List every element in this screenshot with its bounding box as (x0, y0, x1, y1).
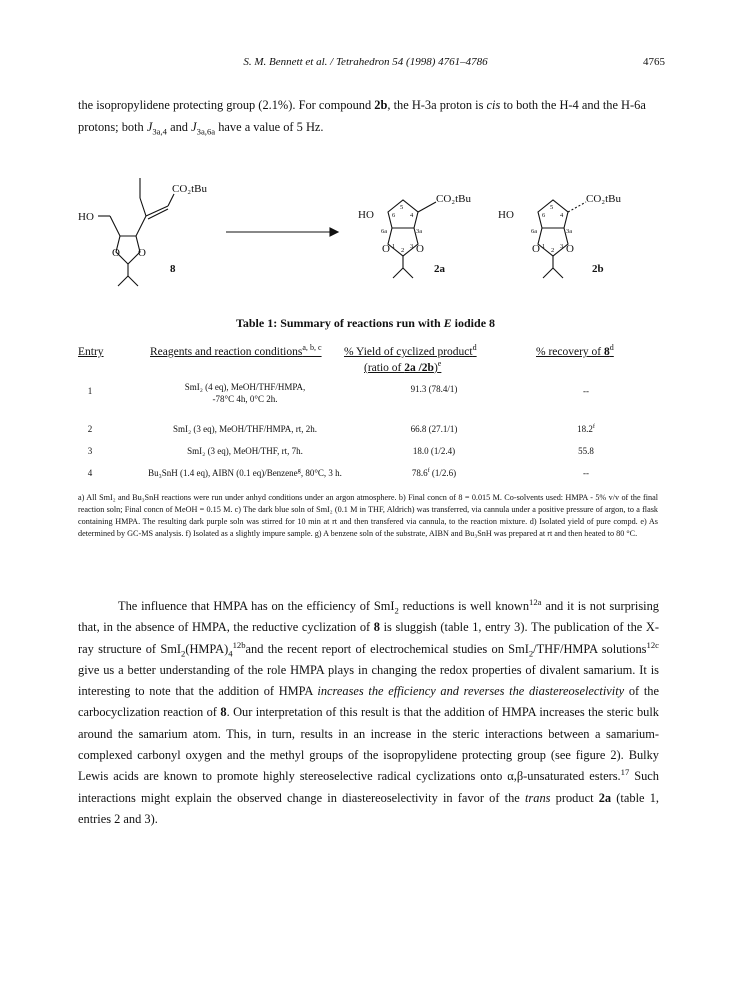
header-reagents-text: Reagents and reaction conditions (150, 346, 303, 358)
body-text: . Our interpretation of this result is that the addition of HMPA increases the steric bulk around the samarium atom. This, in turn, results in an increase in the steric interactions between a samarium-complexed carbonyl oxygen and the methyl groups of the isopropylidene protecting group (see figure 2). Bulky Lewis acids are known to promote highly stereoselective radical cyclizations onto α,β-unsaturated esters. (78, 705, 659, 784)
body-text: /THF/HMPA solutions (533, 641, 647, 656)
cell-conditions (126, 468, 364, 478)
ho-label: HO (498, 209, 514, 221)
cell-conditions: SmI₂ (4 eq), MeOH/THF/HMPA, (184, 382, 306, 392)
cell-yield-ratio: (1/2.6) (429, 468, 457, 478)
footnote-marker: g (297, 467, 301, 474)
subscript: 2 (180, 648, 186, 659)
compound-ref: 2b (374, 98, 388, 112)
cell-entry: 1 (87, 386, 93, 396)
coupling-subscript: 3a,6a (196, 126, 216, 137)
intro-text: to both the H-4 and the H-6a protons; both (78, 98, 646, 134)
cell-yield: 66.8 (27.1/1) (410, 424, 458, 434)
oxygen-label: O (532, 243, 540, 255)
intro-text: have a value of 5 Hz. (215, 120, 324, 134)
oxygen-label: O (138, 247, 146, 259)
intro-paragraph (78, 94, 658, 138)
ring-number: 3 (410, 243, 414, 250)
body-text: and the recent report of electrochemical studies on SmI (245, 641, 529, 656)
body-text: The influence that HMPA has on the efficiency of SmI (118, 599, 395, 613)
footnote-marker: e (437, 359, 442, 369)
ring-number: 6 (392, 212, 396, 219)
cell-recovery: -- (583, 468, 589, 478)
body-text: Such interactions might explain the observed change in diastereoselectivity in favor of the (78, 769, 659, 805)
cell-recovery: 55.8 (578, 446, 594, 456)
ring-number: 6a (381, 228, 388, 235)
oxygen-label: O (416, 243, 424, 255)
body-text: give us a better understanding of the role HMPA plays in changing the redox properties of divalent samarium. It is interesting to note that the addition of HMPA (78, 662, 659, 699)
header-ratio-bold: 2a /2b (404, 362, 434, 374)
subscript: 2 (394, 605, 399, 616)
header-ratio-text: ) (433, 362, 438, 374)
cell-yield-value: 78.6 (411, 468, 428, 478)
table-title-text: iodide 8 (451, 316, 496, 330)
ring-number: 5 (400, 204, 404, 211)
footnote-marker: d (472, 343, 477, 353)
cell-yield: 18.0 (1/2.4) (412, 446, 456, 456)
intro-text: the isopropylidene protecting group (2.1%). For compound (78, 98, 375, 112)
reference-marker: 12b (232, 639, 246, 650)
cell-entry: 3 (87, 446, 93, 456)
subscript: 4 (228, 648, 233, 659)
reference-marker: 12a (529, 596, 542, 607)
compound-ref: 8 (220, 705, 227, 720)
compound-label-8: 8 (170, 263, 176, 275)
ring-number: 3a (566, 228, 573, 235)
cell-conditions-text: Bu₃SnH (1.4 eq), AIBN (0.1 eq)/Benzene (148, 468, 298, 478)
oxygen-label: O (382, 243, 390, 255)
header-ratio-text: (ratio of (364, 362, 405, 374)
cell-conditions-text: , 80°C, 3 h. (300, 468, 342, 478)
ring-number: 2 (401, 247, 405, 254)
body-text: (HMPA) (185, 641, 229, 656)
reaction-scheme-drawing (78, 172, 658, 302)
body-text: product (550, 790, 599, 805)
footnote-marker: f (427, 467, 430, 474)
header-recovery-bold: 8 (604, 346, 610, 358)
footnote-marker: a, b, c (302, 343, 322, 353)
ring-number: 4 (410, 212, 414, 219)
compound-ref: 8 (373, 620, 380, 635)
cell-yield: 91.3 (78.4/1) (410, 384, 458, 394)
reaction-scheme (78, 172, 658, 302)
ester-label: CO₂tBu (172, 183, 208, 195)
body-text: of the carbocyclization reaction of (78, 684, 659, 720)
body-emphasis: increases the efficiency and reverses the diastereoselectivity (317, 684, 625, 699)
intro-text: and (167, 120, 192, 134)
ring-number: 2 (551, 247, 555, 254)
table-title-italic: E (443, 316, 452, 330)
ring-number: 6 (542, 212, 546, 219)
body-text: and it is not surprising that, in the absence of HMPA, the reductive cyclization of (78, 599, 659, 635)
ring-number: 6a (531, 228, 538, 235)
cell-recovery: -- (583, 386, 589, 396)
table-title-text: Table 1: Summary of reactions run with (235, 316, 444, 330)
cell-conditions-2: -78°C 4h, 0°C 2h. (212, 394, 278, 404)
header-recovery-text: % recovery of (536, 346, 605, 358)
header-yield-text: % Yield of cyclized product (344, 346, 473, 358)
ester-label: CO₂tBu (586, 193, 622, 205)
body-emphasis: trans (524, 790, 551, 805)
header-citation: S. M. Bennett et al. / Tetrahedron 54 (1998) 4761–4786 (243, 56, 488, 68)
footnote-marker: d (609, 343, 614, 353)
intro-text: , the H-3a proton is (387, 98, 487, 112)
cell-yield (364, 468, 504, 478)
coupling-constant: J (191, 120, 197, 134)
ester-label: CO₂tBu (436, 193, 472, 205)
compound-label-2b: 2b (592, 263, 604, 275)
body-text: reductions is well known (398, 599, 530, 613)
table-footnotes: a) All SmI₂ and Bu₃SnH reactions were run under anhyd conditions under an argon atmosphere. b) Final concn of 8 = 0.015 M. Co-solvents used: HMPA - 5% v/v of the final reaction soln; Final concn of MeOH = 0.15 M. c) The dark blue soln of SmI₂ (0.1 M in THF, Aldrich) was transferred, via cannula under a positive pressure of argon, to a flask containing HMPA. The resulting dark purple soln was stirred for 10 min at rt and then transfered via cannula, to the reaction mixture. d) Isolated yield of pure compd. e) As determined by GC-MS analysis. f) Isolated as a slightly impure sample. g) A benzene soln of the substrate, AIBN and Bu₃SnH was prepared at rt and then heated to 80 °C. (78, 493, 658, 538)
cell-entry: 4 (87, 468, 93, 478)
cell-conditions: SmI₂ (3 eq), MeOH/THF/HMPA, rt, 2h. (172, 424, 318, 434)
coupling-constant: J (146, 120, 153, 134)
cell-conditions: SmI₂ (3 eq), MeOH/THF, rt, 7h. (187, 446, 303, 456)
coupling-subscript: 3a,4 (152, 126, 168, 137)
compound-ref: 2a (598, 790, 612, 805)
ho-label: HO (358, 209, 374, 221)
reference-marker: 17 (620, 767, 630, 778)
subscript: 2 (528, 648, 534, 659)
ring-number: 3a (416, 228, 423, 235)
cell-entry: 2 (87, 424, 93, 434)
ring-number: 1 (392, 243, 396, 250)
ring-number: 4 (560, 212, 564, 219)
header-entry: Entry (78, 346, 104, 358)
ho-label: HO (78, 211, 94, 223)
body-paragraph (78, 596, 659, 830)
ring-number: 1 (542, 243, 546, 250)
intro-italic: cis (486, 98, 501, 112)
ring-number: 3 (560, 243, 564, 250)
header-yield-ratio (364, 359, 442, 374)
footnote-marker: f (592, 423, 595, 430)
oxygen-label: O (112, 247, 120, 259)
body-text: is sluggish (table 1, entry 3). The publication of the X-ray structure of SmI (78, 620, 659, 656)
compound-label-2a: 2a (434, 263, 445, 275)
cell-recovery-value: 18.2 (577, 424, 593, 434)
header-reagents (150, 343, 322, 358)
header-recovery (536, 343, 614, 358)
reference-marker: 12c (646, 639, 659, 650)
cell-recovery (556, 424, 616, 434)
header-yield (344, 343, 504, 358)
ring-number: 5 (550, 204, 554, 211)
page-number: 4765 (643, 56, 665, 68)
body-text: (table 1, entries 2 and 3). (78, 790, 659, 826)
oxygen-label: O (566, 243, 574, 255)
table-title (0, 316, 731, 331)
